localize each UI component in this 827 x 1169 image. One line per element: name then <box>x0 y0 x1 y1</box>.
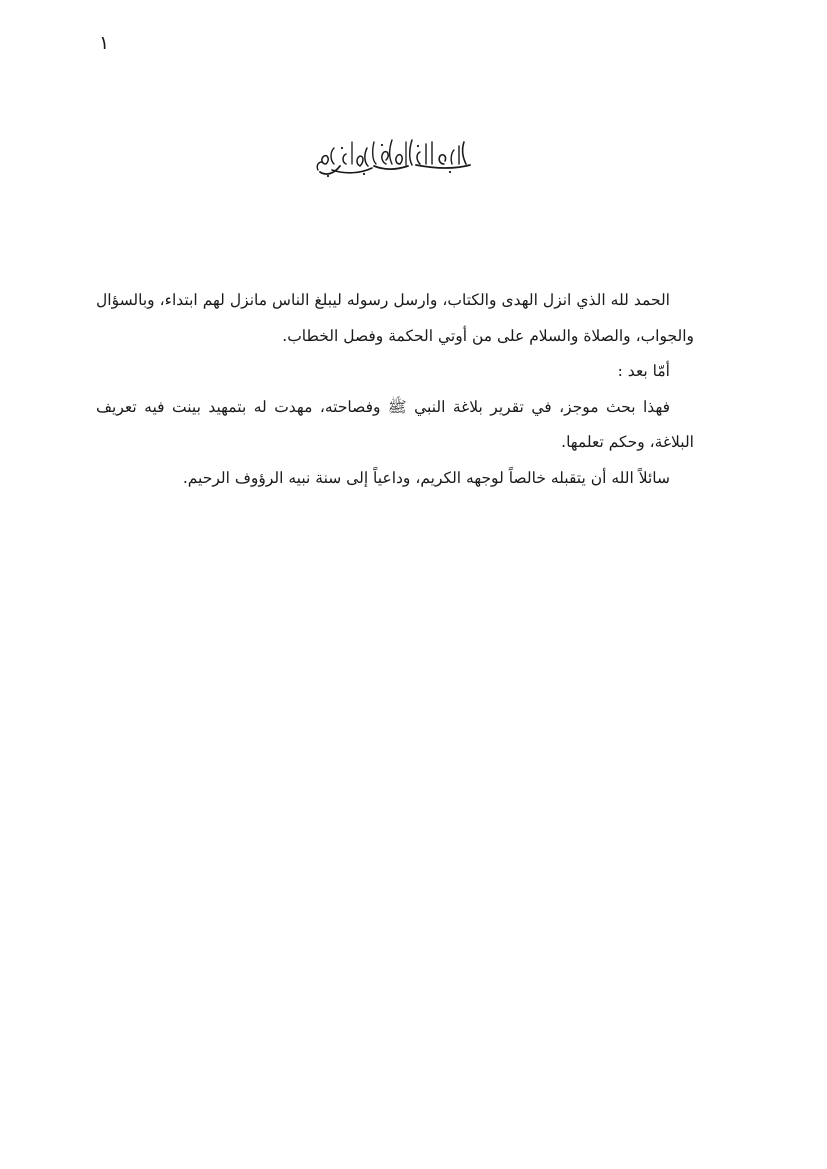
basmala-calligraphy <box>312 134 472 182</box>
body-text <box>96 283 694 496</box>
paragraph-intro: فهذا بحث موجز، في تقرير بلاغة النبي ﷺ وفصاحته، مهدت له بتمهيد بينت فيه تعريف البلاغة، وحكم تعلمها. <box>96 397 694 451</box>
paragraph-praise: الحمد لله الذي انزل الهدى والكتاب، وارسل رسوله ليبلغ الناس مانزل لهم ابتداء، وبالسؤال والجواب، والصلاة والسلام على من أوتي الحكمة وفصل الخطاب. <box>96 291 694 345</box>
page-number: ١ <box>99 32 110 54</box>
paragraph-supplication: سائلاً الله أن يتقبله خالصاً لوجهه الكريم، وداعياً إلى سنة نبيه الرؤوف الرحيم. <box>182 468 670 487</box>
paragraph-amma-baad: أمّا بعد : <box>617 362 670 380</box>
